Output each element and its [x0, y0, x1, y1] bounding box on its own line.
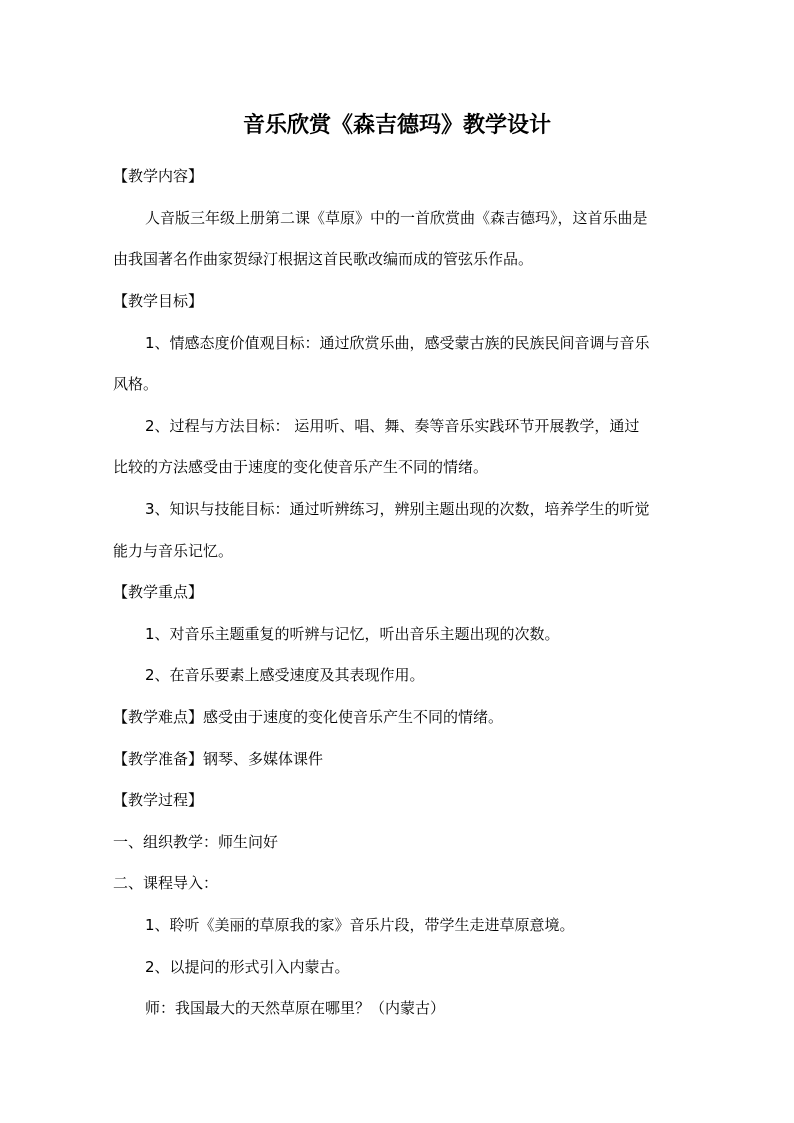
paragraph-line: 风格。 [113, 375, 159, 393]
section-heading-content: 【教学内容】 [113, 167, 204, 185]
paragraph-line: 比较的方法感受由于速度的变化使音乐产生不同的情绪。 [113, 458, 489, 476]
paragraph-line: 2、以提问的形式引入内蒙古。 [145, 958, 350, 976]
paragraph-line: 2、在音乐要素上感受速度及其表现作用。 [145, 666, 425, 684]
paragraph-line: 由我国著名作曲家贺绿汀根据这首民歌改编而成的管弦乐作品。 [113, 250, 534, 268]
paragraph-line: 1、聆听《美丽的草原我的家》音乐片段，带学生走进草原意境。 [145, 916, 575, 934]
paragraph-line: 一、组织教学：师生问好 [113, 833, 279, 851]
paragraph-line: 3、知识与技能目标：通过听辨练习，辨别主题出现的次数，培养学生的听觉 [145, 500, 650, 518]
paragraph-line: 能力与音乐记忆。 [113, 542, 234, 560]
section-heading-difficulty: 【教学难点】感受由于速度的变化使音乐产生不同的情绪。 [113, 708, 504, 726]
section-heading-key-points: 【教学重点】 [113, 583, 204, 601]
paragraph-line: 二、课程导入： [113, 874, 219, 892]
section-heading-objectives: 【教学目标】 [113, 292, 204, 310]
paragraph-line: 师：我国最大的天然草原在哪里？（内蒙古） [145, 999, 446, 1017]
paragraph-line: 1、情感态度价值观目标：通过欣赏乐曲，感受蒙古族的民族民间音调与音乐 [145, 334, 650, 352]
document-title: 音乐欣赏《森吉德玛》教学设计 [242, 112, 551, 138]
paragraph-line: 2、过程与方法目标： 运用听、唱、舞、奏等音乐实践环节开展教学，通过 [145, 417, 640, 435]
section-heading-process: 【教学过程】 [113, 791, 204, 809]
paragraph-line: 人音版三年级上册第二课《草原》中的一首欣赏曲《森吉德玛》，这首乐曲是 [145, 209, 648, 227]
paragraph-line: 1、对音乐主题重复的听辨与记忆，听出音乐主题出现的次数。 [145, 625, 560, 643]
section-heading-preparation: 【教学准备】钢琴、多媒体课件 [113, 750, 324, 768]
